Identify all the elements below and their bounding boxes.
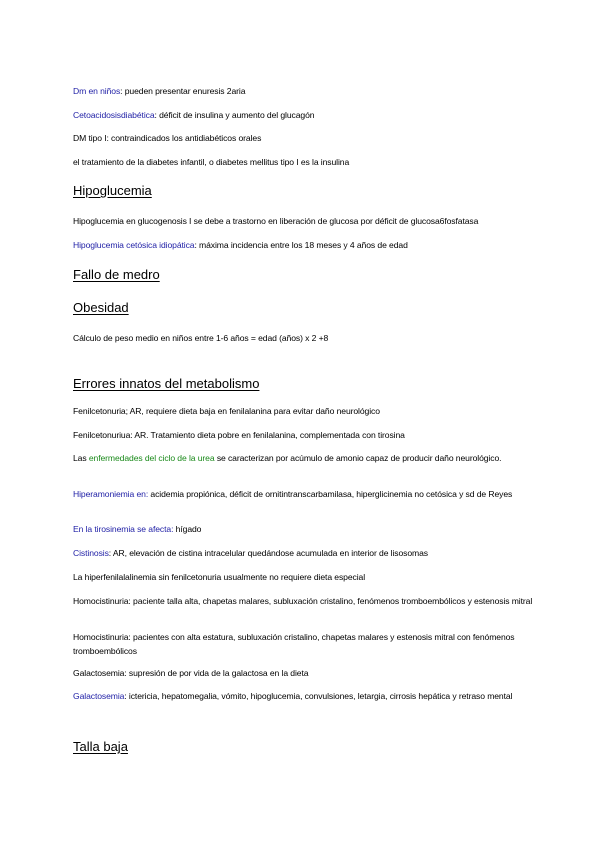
paragraph-tratamiento-insulina xyxy=(73,155,533,169)
term-label: Cistinosis xyxy=(73,548,109,558)
term-label: En la tirosinemia se afecta: xyxy=(73,524,174,534)
paragraph-text: Hipoglucemia en glucogenosis I se debe a trastorno en liberación de glucosa por déficit de glucosa6fosfatasa xyxy=(73,216,479,226)
paragraph-text: : ictericia, hepatomegalia, vómito, hipoglucemia, convulsiones, letargia, cirrosis hepática y retraso mental xyxy=(124,691,513,701)
section-heading-talla-baja: Talla baja xyxy=(73,739,128,754)
paragraph-text: Galactosemia: supresión de por vida de la galactosa en la dieta xyxy=(73,668,309,678)
term-label: Dm en niños xyxy=(73,86,121,96)
paragraph-homocistinuria-1 xyxy=(73,594,533,608)
paragraph-dm-ninos xyxy=(73,84,533,98)
section-heading-obesidad: Obesidad xyxy=(73,300,129,315)
paragraph-text: Fenilcetonuria; AR, requiere dieta baja en fenilalanina para evitar daño neurológico xyxy=(73,406,380,416)
paragraph-text: : AR, elevación de cistina intracelular quedándose acumulada en interior de lisosomas xyxy=(108,548,428,558)
section-heading-hipoglucemia: Hipoglucemia xyxy=(73,183,152,198)
paragraph-hiperamoniemia xyxy=(73,487,533,501)
paragraph-text: La hiperfenilalalinemia sin fenilcetonuria usualmente no requiere dieta especial xyxy=(73,572,366,582)
paragraph-glucogenosis xyxy=(73,214,533,228)
paragraph-text: : máxima incidencia entre los 18 meses y 4 años de edad xyxy=(194,240,408,250)
section-heading-errores-innatos: Errores innatos del metabolismo xyxy=(73,376,260,391)
paragraph-text: : pueden presentar enuresis 2aria xyxy=(120,86,246,96)
paragraph-text: Cálculo de peso medio en niños entre 1-6 años = edad (años) x 2 +8 xyxy=(73,333,329,343)
term-label: Hiperamoniemia en: xyxy=(73,489,149,499)
paragraph-galactosemia-sintomas xyxy=(73,689,533,703)
paragraph-fenilcetonuriua xyxy=(73,428,533,442)
term-label: enfermedades del ciclo de la urea xyxy=(88,453,215,463)
paragraph-calculo-peso xyxy=(73,331,533,345)
paragraph-homocistinuria-2 xyxy=(73,630,533,658)
paragraph-text: Las xyxy=(73,453,89,463)
term-label: Cetoacidosisdiabética xyxy=(73,110,155,120)
paragraph-text: el tratamiento de la diabetes infantil, o diabetes mellitus tipo I es la insulina xyxy=(73,157,350,167)
paragraph-cistinosis xyxy=(73,546,533,560)
paragraph-text: se caracterizan por acúmulo de amonio capaz de producir daño neurológico. xyxy=(214,453,502,463)
term-label: Hipoglucemia cetósica idiopática xyxy=(73,240,195,250)
paragraph-hiperfenilalalinemia xyxy=(73,570,533,584)
paragraph-text: hígado xyxy=(173,524,202,534)
paragraph-text: : déficit de insulina y aumento del glucagón xyxy=(154,110,315,120)
section-heading-fallo-medro: Fallo de medro xyxy=(73,267,160,282)
paragraph-fenilcetonuria xyxy=(73,404,533,418)
paragraph-cetoacidosis xyxy=(73,108,533,122)
paragraph-text: acidemia propiónica, déficit de ornitintranscarbamilasa, hiperglicinemia no cetósica y sd de Reyes xyxy=(148,489,513,499)
paragraph-ciclo-urea xyxy=(73,451,533,465)
paragraph-text: Fenilcetonuriua: AR. Tratamiento dieta pobre en fenilalanina, complementada con tirosina xyxy=(73,430,405,440)
term-label: Galactosemia xyxy=(73,691,125,701)
paragraph-dm-tipo-1 xyxy=(73,131,533,145)
paragraph-text: Homocistinuria: pacientes con alta estatura, subluxación cristalino, chapetas malares y estenosis mitral con fenómenos tromboembólicos xyxy=(73,632,515,656)
paragraph-text: Homocistinuria: paciente talla alta, chapetas malares, subluxación cristalino, fenómenos tromboembólicos y estenosis mitral xyxy=(73,596,533,606)
paragraph-tirosinemia xyxy=(73,522,533,536)
paragraph-galactosemia-dieta xyxy=(73,666,533,680)
paragraph-text: DM tipo I: contraindicados los antidiabéticos orales xyxy=(73,133,262,143)
paragraph-hipoglucemia-cetosica xyxy=(73,238,533,252)
